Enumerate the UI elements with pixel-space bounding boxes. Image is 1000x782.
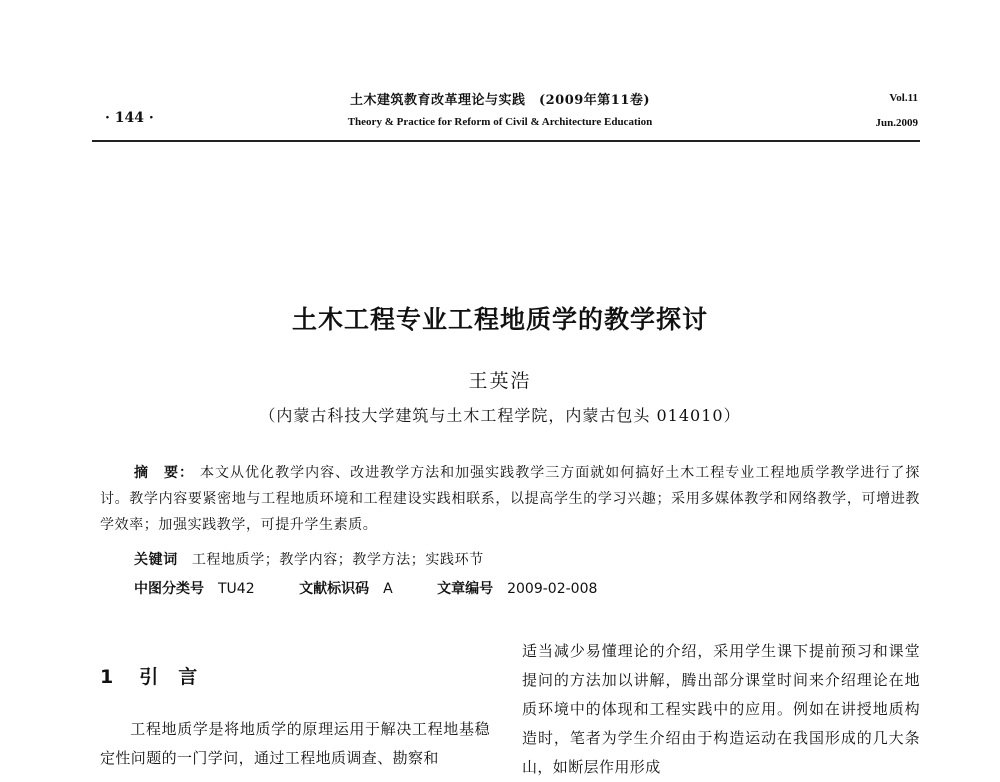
article-title: 土木工程专业工程地质学的教学探讨 [291, 305, 708, 334]
issue-date: Jun.2009 [875, 117, 918, 129]
keywords-text: 工程地质学；教学内容；教学方法；实践环节 [191, 552, 484, 568]
clc-value: TU42 [218, 581, 255, 597]
abstract [100, 460, 920, 538]
abstract-label: 摘 要： [134, 465, 195, 481]
article-number-label: 文章编号 [437, 581, 494, 597]
body-left-column [100, 715, 490, 773]
section-number: 1 [100, 666, 114, 688]
author-name: 王英浩 [468, 370, 532, 392]
journal-title-cn: 土木建筑教育改革理论与实践 (2009年第11卷) [349, 93, 651, 108]
page-number: · 144 · [105, 110, 154, 126]
author-affiliation: （内蒙古科技大学建筑与土木工程学院，内蒙古包头 014010） [259, 406, 741, 425]
article-number-value: 2009-02-008 [507, 581, 598, 597]
section-title: 引言 [139, 666, 218, 688]
body-right-column: 适当减少易懂理论的介绍，采用学生课下提前预习和课堂提问的方法加以讲解，腾出部分课堂时间来介绍理论在地质环境中的体现和工程实践中的应用。例如在讲授地质构造时，笔者为学生介绍由于构造运动在我国形成的几大条山，如断层作用形成 [522, 642, 920, 776]
keywords-label: 关键词 [134, 552, 178, 568]
keywords [134, 549, 484, 569]
classification-line [134, 578, 637, 598]
clc-label: 中图分类号 [134, 581, 204, 597]
doc-code-value: A [383, 581, 393, 597]
header-rule [92, 140, 920, 142]
abstract-text: 本文从优化教学内容、改进教学方法和加强实践教学三方面就如何搞好土木工程专业工程地质学教学进行了探讨。教学内容要紧密地与工程地质环境和工程建设实践相联系，以提高学生的学习兴趣；采用多媒体教学和网络教学，可增进教学效率；加强实践教学，可提升学生素质。 [100, 465, 920, 533]
left-column-text: 工程地质学是将地质学的原理运用于解决工程地基稳定性问题的一门学问，通过工程地质调查、勘察和 [100, 720, 490, 767]
section-heading [100, 662, 217, 689]
volume-label: Vol.11 [889, 92, 918, 104]
doc-code-label: 文献标识码 [299, 581, 370, 597]
journal-title-en: Theory & Practice for Reform of Civil & Architecture Education [347, 116, 653, 128]
